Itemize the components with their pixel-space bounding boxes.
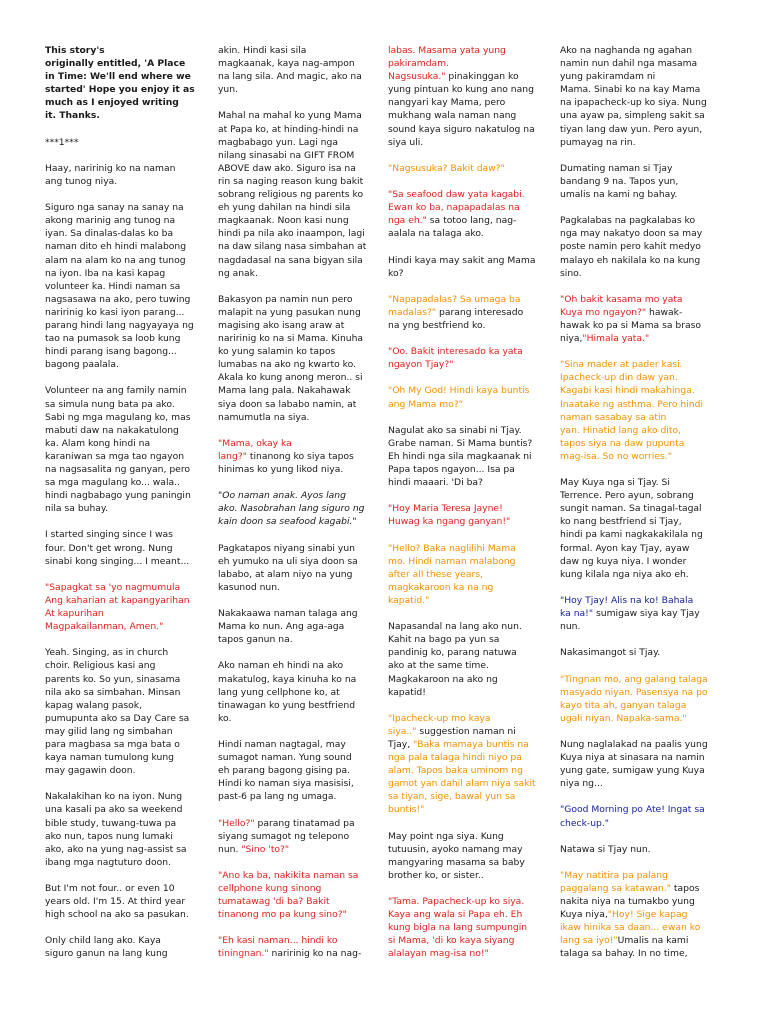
dialogue-quote: "Sa seafood daw yata kagabi. Ewan ko ba, napapadalas na nga eh." [388,189,525,227]
dialogue-quote: "Mama, okay ka lang?" [218,437,292,462]
paragraph: Haay, naririnig ko na naman ang tunog niya. [45,162,176,187]
dialogue-quote: "Himala yata." [582,333,650,345]
narration: parang tinatamad pa siyang sumagot ng telepono nun. [218,817,355,855]
paragraph: Nakalakihan ko na iyon. Nung una kasali pa ako sa weekend bible study, tuwang-tuwa pa ako nun, tapos nung lumaki ako, ako na yung nag-assist sa ibang mga nagtuturo doon. [45,791,187,868]
dialogue-quote: "Eh kasi naman... hindi ko tiningnan." [218,935,338,960]
narration: naririnig ko na nag- [268,948,362,960]
paragraph: Only child lang ako. Kaya siguro ganun na lang kung [45,935,168,960]
dialogue-paragraph [560,869,760,961]
paragraph: Nakakaawa naman talaga ang Mama ko nun. Ang aga-aga tapos ganun na. [218,608,358,646]
column-4 [560,44,760,974]
dialogue-quote: "Hoy Tjay! Alis na ko! Bahala ka na!" [560,594,694,620]
paragraph: Pagkatapos niyang sinabi yun eh yumuko na uli siya doon sa lababo, at alam niyo na yung kasunod nun. [218,542,358,593]
chapter-heading: ***1*** [45,136,79,148]
paragraph: I started singing since I was four. Don't get wrong. Nung sinabi kong singing... I meant... [45,529,190,567]
dialogue-paragraph [560,293,760,345]
intro-note: This story's originally entitled, 'A Place in Time: We'll end where we started' Hope you enjoy it as much as I enjoyed writing it. Thanks. [45,45,195,122]
dialogue-paragraph [388,188,553,240]
dialogue-paragraph [388,712,553,817]
dialogue-quote: labas. Masama yata yung pakiramdam. Nagsusuka." [388,45,506,83]
paragraph: Bakasyon pa namin nun pero malapit na yung pasukan nung magising ako isang araw at naririnig ko na si Mama. Kinuha ko yung salamin ko tapos lumabas na ako ng kwarto ko. Akala ko kung anong meron.. si Mama lang pala. Nakahawak siya doon sa lababo namin, at namumutla na siya. [218,293,364,423]
paragraph: Ako naman eh hindi na ako makatulog, kaya kinuha ko na lang yung cellphone ko, at tinawagan ko yung bestfriend ko. [218,660,357,724]
paragraph: Hindi kaya may sakit ang Mama ko? [388,254,536,279]
dialogue-quote: "Oo. Bakit interesado ka yata ngayon Tjay?" [388,346,523,371]
dialogue-paragraph [560,594,760,633]
paragraph: Dumating naman si Tjay bandang 9 na. Tapos yun, umalis na kami ng bahay. [560,162,679,201]
dialogue-quote: "Sino 'to?" [241,843,290,855]
column-1 [45,44,213,974]
dialogue-quote: "Hello? Baka naglilihi Mama mo. Hindi naman malabong after all these years, magkakaroon ka na ng kapatid." [388,542,516,606]
paragraph: May Kuya nga si Tjay. Si Terrence. Pero ayun, sobrang sungit naman. Sa tinagal-tagal ko nang bestfriend si Tjay, hindi pa kami nagkakakilala ng formal. Ayon kay Tjay, ayaw daw ng kuya niya. I wonder kung kilala nga niya ako eh. [560,477,703,580]
dialogue-quote: "Napapadalas? Sa umaga ba madalas?" [388,293,521,318]
dialogue-paragraph [218,437,382,476]
narration: Umalis na kami talaga sa bahay. In no time, [560,935,689,960]
paragraph: Ako na naghanda ng agahan namin nun dahil nga masama yung pakiramdam ni Mama. Sinabi ko na kay Mama na ipapacheck-up ko siya. Nung una ayaw pa, simpleng sakit sa tiyan lang daw yun. Pero ayun, pumayag na rin. [560,45,707,148]
paragraph: Hindi naman nagtagal, may sumagot naman. Yung sound eh parang bagong gising pa. Hindi ko naman siya masisisi, past-6 pa lang ng umaga. [218,738,354,803]
narration: pinakinggan ko yung pintuan ko kung ano nang nangyari kay Mama, pero mukhang wala naman nang sound kaya siguro nakatulog na siya uli. [388,71,535,148]
paragraph: Natawa si Tjay nun. [560,843,651,855]
paragraph: Nakasimangot si Tjay. [560,647,661,659]
paragraph: Mahal na mahal ko yung Mama at Papa ko, at hinding-hindi na magbabago yun. Lagi nga nilang sinasabi na GIFT FROM ABOVE daw ako. Siguro isa na rin sa naging reason kung bakit sobrang religious ng parents ko eh yung dahilan na hindi sila magkaanak. Noon kasi nung hindi pa nila ako inaampon, lagi na daw silang nasa simbahan at nagdadasal na sana bigyan sila ng anak. [218,110,367,279]
dialogue-quote: "Hoy Maria Teresa Jayne! Huwag ka ngang ganyan!" [388,503,511,528]
narration: sumigaw siya kay Tjay nun. [560,608,700,633]
column-2 [218,44,382,974]
narration: tapos nakita niya na tumakbo yung Kuya niya, [560,883,700,921]
narration: hawak- hawak ko pa si Mama sa braso niya, [560,306,702,345]
narration: tinanong ko siya tapos hinimas ko yung likod niya. [218,450,354,475]
dialogue-quote: "Nagsusuka? Bakit daw?" [388,162,505,174]
paragraph: But I'm not four.. or even 10 years old. I'm 15. At third year high school na ako sa pasukan. [45,883,189,921]
dialogue-quote: "Oh My God! Hindi kaya buntis ang Mama mo?" [388,385,530,410]
paragraph: akin. Hindi kasi sila magkaanak, kaya nag-ampon na lang sila. And magic, ako na yun. [218,45,362,96]
dialogue-paragraph [388,293,553,332]
dialogue-quote: "Baka mamaya buntis na nga pala talaga hindi niyo pa alam. Tapos baka uminom ng gamot yan dahil alam niya sakit sa tiyan, sige, bawal yun sa buntis!" [388,738,536,816]
narration: suggestion naman ni Tjay, [388,725,516,750]
dialogue-quote: "Good Morning po Ate! Ingat sa check-up." [560,804,705,829]
dialogue-quote: "Hoy! Sige kapag ikaw hinika sa daan... ewan ko lang sa iyo!" [560,909,701,947]
dialogue-quote: "Tama. Papacheck-up ko siya. Kaya ang wala si Papa eh. Eh kung bigla na lang sumpungin si Mama, 'di ko kaya siyang alalayan mag-isa no!" [388,896,528,960]
paragraph: Siguro nga sanay na sanay na akong marinig ang tunog na iyan. Sa dinalas-dalas ko ba naman dito eh hindi malabong alam na alam ko na ang tunog na iyon. Iba na kasi kapag volunteer ka. Hindi naman sa nagsasawa na ako, pero tuwing naririnig ko kasi iyon parang... parang hindi lang nagyayaya ng tao na pumasok sa loob kung hindi parang isang bagong... bagong paalala. [45,202,194,371]
prayer-quote: "Sapagkat sa 'yo nagmumula Ang kaharian at kapangyarihan At kapurihan Magpakailanman, Amen." [45,581,190,633]
narration: sa totoo lang, nag- aalala na talaga ako. [388,215,517,240]
dialogue-quote: "Oh bakit kasama mo yata Kuya mo ngayon?" [560,293,683,318]
paragraph: May point nga siya. Kung tutuusin, ayoko namang may mangyaring masama sa baby brother ko, or sister.. [388,830,525,881]
dialogue-paragraph [218,934,382,960]
paragraph: Nung naglalakad na paalis yung Kuya niya at sinasara na namin yung gate, sumigaw yung Kuya niya ng... [560,738,708,790]
dialogue-quote: "Tingnan mo, ang galang talaga masyado niyan. Pasensya na po kayo tita ah, ganyan talaga ugali niyan. Napaka-sama." [560,673,708,724]
dialogue-quote: "Ipacheck-up mo kaya siya.." [388,712,491,737]
dialogue-quote: "Ano ka ba, nakikita naman sa cellphone kung sinong tumatawag 'di ba? Bakit tinanong mo pa kung sino?" [218,869,359,921]
dialogue-quote: "Oo naman anak. Ayos lang ako. Nasobrahan lang siguro ng kain doon sa seafood kagabi." [218,490,365,528]
dialogue-quote: "Sina mader at pader kasi. Ipacheck-up din daw yan. Kagabi kasi hindi makahinga. Inaatake ng asthma. Pero hindi naman sasabay sa atin yan. Hinatid lang ako dito, tapos siya na daw pupunta mag-isa. So no worries." [560,359,703,462]
dialogue-paragraph [388,44,553,149]
dialogue-quote: "Hello?" [218,817,255,829]
dialogue-quote: "May natitira pa palang paggalang sa katawan." [560,869,671,894]
paragraph: Yeah. Singing, as in church choir. Religious kasi ang parents ko. So yun, sinasama nila ako sa simbahan. Minsan kapag walang pasok, pumupunta ako sa Day Care sa may gilid lang ng simbahan para magbasa sa mga bata o kaya naman tumulong kung may gagawin doon. [45,647,190,777]
paragraph: Volunteer na ang family namin sa simula nung bata pa ako. Sabi ng mga magulang ko, mas mabuti daw na nakakatulong ka. Alam kong hindi na karaniwan sa mga tao ngayon na nagsasalita ng ganyan, pero sa mga magulang ko... wala.. hindi nagbabago yung paningin nila sa buhay. [45,385,191,515]
column-3 [388,44,553,974]
paragraph: Pagkalabas na pagkalabas ko nga may nakatyo doon sa may poste namin pero kahit medyo malayo eh nakilala ko na kung sino. [560,215,703,279]
paragraph: Nagulat ako sa sinabi ni Tjay. Grabe naman. Si Mama buntis? Eh hindi nga sila magkaanak ni Papa tapos ngayon... Isa pa hindi maaari. 'Di ba? [388,424,533,489]
narration: parang interesado na yng bestfriend ko. [388,306,524,331]
dialogue-paragraph [218,817,382,856]
paragraph: Napasandal na lang ako nun. Kahit na bago pa yun sa pandinig ko, parang natuwa ako at the same time. Magkakaroon na ako ng kapatid! [388,621,522,698]
